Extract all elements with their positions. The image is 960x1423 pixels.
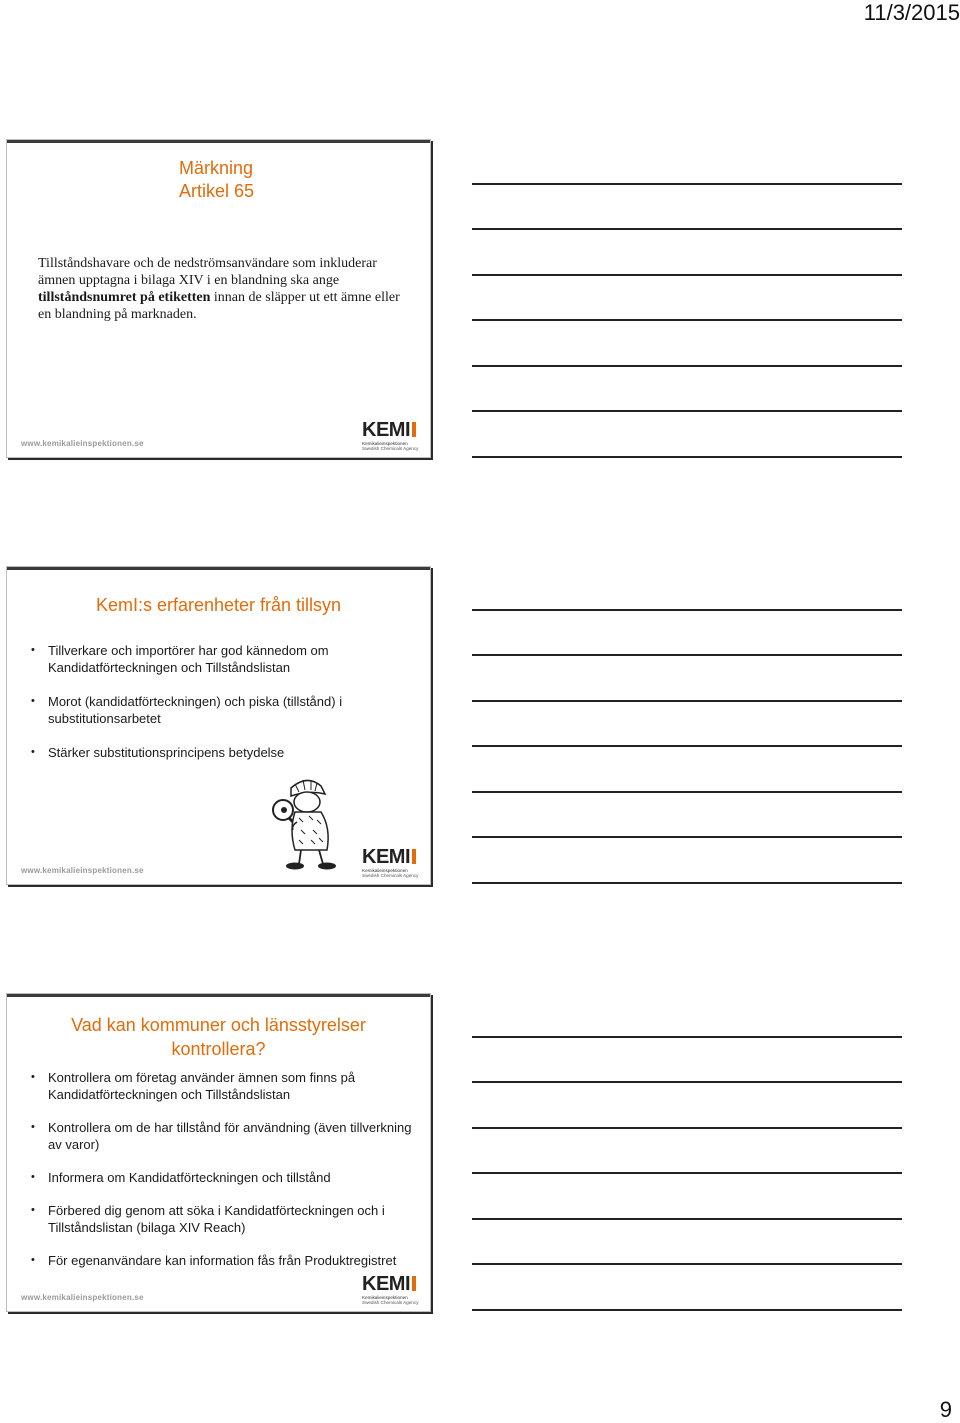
bullet-item: • Morot (kandidatförteckningen) och piska (tillstånd) i substitutionsarbetet (31, 693, 416, 727)
detective-with-magnifier-icon (269, 774, 347, 872)
note-line (472, 745, 902, 747)
slide-title-line-2: Artikel 65 (179, 181, 255, 201)
bullet-item: • Förbered dig genom att söka i Kandidatförteckningen och i Tillståndslistan (bilaga XIV Reach) (31, 1202, 416, 1236)
logo-agency-english: Swedish Chemicals Agency (362, 873, 419, 878)
note-line (472, 410, 902, 412)
footer-url: www.kemikalieinspektionen.se (21, 1293, 144, 1302)
slide-title-line-2: kontrollera? (171, 1039, 266, 1059)
note-line (472, 183, 902, 185)
logo-agency-name: Kemikalieinspektionen (362, 441, 408, 446)
logo-word: KEMI (362, 1273, 410, 1295)
slide-body-text (38, 255, 408, 323)
body-text-bold: tillståndsnumret på etiketten (38, 290, 211, 305)
slide-top-border (7, 994, 430, 997)
note-line (472, 1036, 902, 1038)
note-line (472, 1263, 902, 1265)
bullet-item: • Stärker substitutionsprincipens betydelse (31, 744, 416, 761)
note-line (472, 791, 902, 793)
note-line (472, 1081, 902, 1083)
note-line (472, 1309, 902, 1311)
logo-accent-bar (412, 849, 416, 864)
page-number: 9 (939, 1397, 952, 1422)
slide-what-can-municipalities-check (6, 993, 431, 1312)
slide-top-border (7, 567, 430, 570)
bullet-item: • Kontrollera om de har tillstånd för användning (även tillverkning av varor) (31, 1119, 416, 1153)
logo-word: KEMI (362, 846, 410, 868)
logo-agency-name: Kemikalieinspektionen (362, 1295, 408, 1300)
slide-title-line-1: Vad kan kommuner och länsstyrelser (71, 1015, 366, 1035)
slide-title (179, 157, 254, 203)
slide-title: KemI:s erfarenheter från tillsyn (95, 595, 342, 615)
note-line (472, 274, 902, 276)
kemi-logo (362, 419, 419, 453)
note-line (472, 1218, 902, 1220)
bullet-item: • Tillverkare och importörer har god kännedom om Kandidatförteckningen och Tillståndslistan (31, 642, 416, 676)
bullet-item: • Kontrollera om företag använder ämnen som finns på Kandidatförteckningen och Tillståndslistan (31, 1069, 416, 1103)
note-line (472, 609, 902, 611)
logo-accent-bar (412, 1276, 416, 1291)
note-line (472, 700, 902, 702)
logo-agency-english: Swedish Chemicals Agency (362, 446, 419, 451)
slide-title (7, 1013, 430, 1061)
logo-accent-bar (412, 422, 416, 437)
slide-kemi-experiences (6, 566, 431, 885)
note-line (472, 456, 902, 458)
logo-agency-english: Swedish Chemicals Agency (362, 1300, 419, 1305)
logo-agency-name: Kemikalieinspektionen (362, 868, 408, 873)
logo-word: KEMI (362, 419, 410, 441)
note-line (472, 654, 902, 656)
note-line (472, 836, 902, 838)
slide-title-line-1: Märkning (179, 158, 254, 178)
slide-labeling-article-65 (6, 139, 431, 458)
footer-url: www.kemikalieinspektionen.se (21, 439, 144, 448)
bullet-item: • Informera om Kandidatförteckningen och tillstånd (31, 1169, 416, 1186)
note-line (472, 319, 902, 321)
bullet-list (31, 642, 416, 778)
footer-url: www.kemikalieinspektionen.se (21, 866, 144, 875)
body-text-part-2: innan de släpper ut ett ämne eller en blandning på marknaden. (38, 290, 400, 322)
note-line (472, 1172, 902, 1174)
body-text-part-1: Tillståndshavare och de nedströmsanvändare som inkluderar ämnen upptagna i bilaga XIV i en blandning ska ange (38, 256, 377, 288)
page-date: 11/3/2015 (863, 0, 960, 25)
kemi-logo (362, 846, 419, 880)
note-line (472, 228, 902, 230)
note-line (472, 365, 902, 367)
note-line (472, 882, 902, 884)
slide-top-border (7, 140, 430, 143)
kemi-logo (362, 1273, 419, 1307)
bullet-list (31, 1069, 416, 1285)
note-line (472, 1127, 902, 1129)
bullet-item: • För egenanvändare kan information fås från Produktregistret (31, 1252, 416, 1269)
